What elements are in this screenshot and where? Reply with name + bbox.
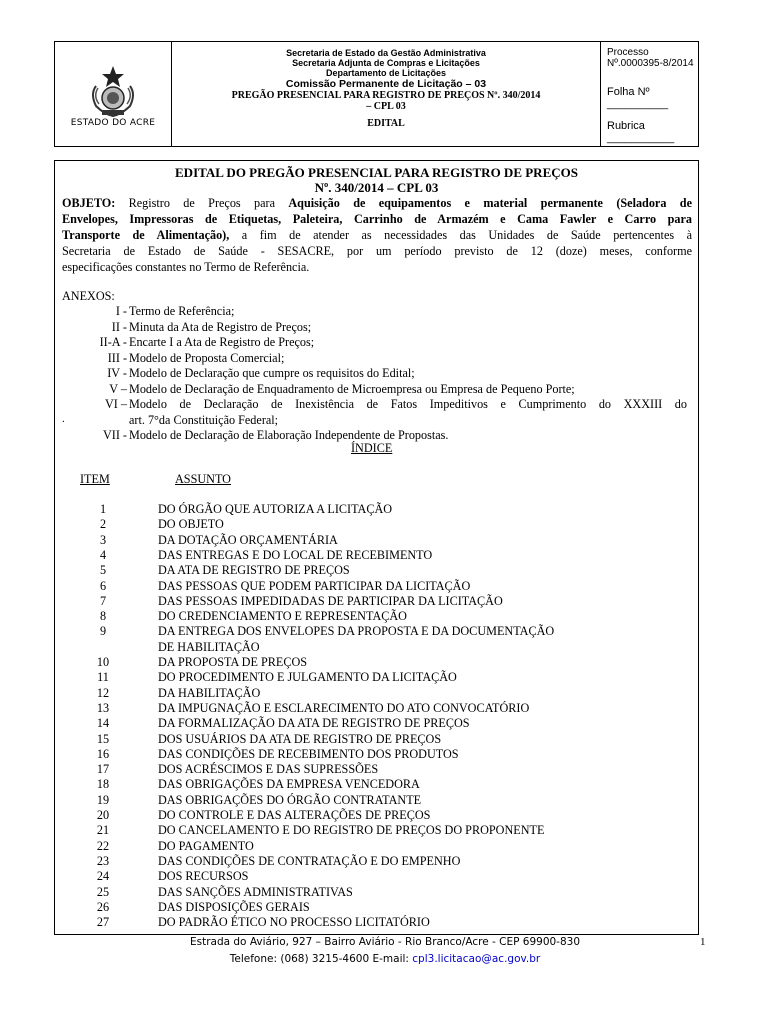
- item-number: 3: [99, 532, 107, 547]
- item-number: 19: [96, 792, 110, 807]
- item-subject: DO PROCEDIMENTO E JULGAMENTO DA LICITAÇÃO: [158, 670, 457, 685]
- header-pregao-line2: – CPL 03: [366, 101, 406, 112]
- document-subtitle: Nº. 340/2014 – CPL 03: [314, 180, 439, 195]
- indice-heading: ÍNDICE: [351, 441, 393, 455]
- item-subject: DA PROPOSTA DE PREÇOS: [158, 655, 308, 669]
- item-number: 2: [99, 517, 107, 532]
- item-number: 18: [96, 777, 110, 792]
- col-item-header: ITEM: [80, 472, 110, 486]
- item-number: 12: [96, 685, 110, 700]
- anexo-number: IV -: [107, 366, 127, 380]
- header-commission: Comissão Permanente de Licitação – 03: [285, 78, 487, 90]
- col-assunto-header: ASSUNTO: [175, 472, 231, 486]
- item-number: 14: [96, 716, 110, 731]
- item-subject: DA ENTREGA DOS ENVELOPES DA PROPOSTA E DA DOCUMENTAÇÃO: [158, 624, 555, 639]
- item-number: 21: [96, 823, 110, 838]
- header-departamento: Departamento de Licitações: [325, 68, 447, 78]
- anexos-label: ANEXOS:: [62, 289, 115, 303]
- item-number: 15: [96, 731, 110, 746]
- objeto-label: OBJETO:: [62, 196, 116, 210]
- item-number: 24: [96, 869, 110, 884]
- item-subject: DO CREDENCIAMENTO E REPRESENTAÇÃO: [158, 609, 407, 624]
- item-subject: DAS ENTREGAS E DO LOCAL DE RECEBIMENTO: [158, 547, 433, 562]
- anexo-text: Modelo de Declaração que cumpre os requisitos do Edital;: [129, 366, 415, 380]
- header-title-cell: [172, 42, 601, 146]
- footer-contact: Telefone: (068) 3215-4600 E-mail: cpl3.licitacao@ac.gov.br: [229, 953, 541, 965]
- item-subject: DO OBJETO: [158, 517, 224, 532]
- item-number: 26: [96, 899, 110, 914]
- item-subject: DAS PESSOAS IMPEDIDADAS DE PARTICIPAR DA LICITAÇÃO: [158, 593, 503, 608]
- processo-number: Processo Nº.0000395-8/2014: [607, 47, 694, 69]
- item-number: 10: [96, 655, 110, 669]
- item-subject: DA IMPUGNAÇÃO E ESCLARECIMENTO DO ATO CONVOCATÓRIO: [158, 700, 530, 715]
- document-title: EDITAL DO PREGÃO PRESENCIAL PARA REGISTRO DE PREÇOS: [175, 165, 578, 180]
- header-pregao-line1: PREGÃO PRESENCIAL PARA REGISTRO DE PREÇOS Nº. 340/2014: [231, 90, 541, 101]
- anexo-number: VII -: [102, 428, 127, 442]
- item-number: 4: [99, 547, 107, 562]
- folha-field: Folha Nº __________: [607, 86, 669, 110]
- footer-email-link[interactable]: cpl3.licitacao@ac.gov.br: [412, 953, 541, 965]
- rubrica-field: Rubrica ___________: [607, 120, 675, 144]
- item-subject: DOS RECURSOS: [158, 869, 249, 884]
- stray-dot: .: [62, 413, 65, 425]
- anexo-text: Modelo de Declaração de Inexistência de Fatos Impeditivos e Cumprimento do XXXIII do: [129, 397, 687, 411]
- item-subject: DAS OBRIGAÇÕES DO ÓRGÃO CONTRATANTE: [158, 792, 422, 807]
- item-subject: DO ÓRGÃO QUE AUTORIZA A LICITAÇÃO: [158, 502, 393, 516]
- document-body: [54, 160, 699, 935]
- anexo-text: Modelo de Declaração de Enquadramento de Microempresa ou Empresa de Pequeno Porte;: [129, 381, 575, 396]
- item-number: 20: [96, 808, 110, 822]
- anexo-number: III -: [107, 350, 127, 365]
- item-number: 23: [96, 853, 110, 868]
- item-number: 9: [99, 624, 107, 639]
- estado-label: ESTADO DO ACRE: [70, 118, 156, 128]
- anexo-text: Modelo de Declaração de Elaboração Independente de Propostas.: [129, 428, 449, 442]
- item-subject: DAS OBRIGAÇÕES DA EMPRESA VENCEDORA: [158, 777, 420, 792]
- item-number: 6: [99, 578, 107, 593]
- item-number: 27: [96, 915, 110, 930]
- item-number: 25: [96, 884, 110, 899]
- page-number: 1: [700, 936, 706, 948]
- anexo-number: V –: [109, 381, 127, 396]
- anexo-text: Modelo de Proposta Comercial;: [129, 350, 285, 365]
- item-number: 11: [97, 670, 109, 685]
- item-number: 1: [99, 502, 107, 516]
- item-number: 13: [96, 700, 110, 715]
- anexo-text: Termo de Referência;: [129, 304, 235, 318]
- item-subject: DAS PESSOAS QUE PODEM PARTICIPAR DA LICITAÇÃO: [158, 578, 471, 593]
- item-number: 8: [99, 609, 107, 624]
- item-number: 16: [96, 746, 110, 761]
- item-subject: DA ATA DE REGISTRO DE PREÇOS: [158, 563, 350, 578]
- item-subject: DOS USUÁRIOS DA ATA DE REGISTRO DE PREÇOS: [158, 731, 442, 746]
- anexo-number: VI –: [104, 397, 127, 411]
- item-subject: DO PADRÃO ÉTICO NO PROCESSO LICITATÓRIO: [158, 915, 430, 930]
- item-subject: DA HABILITAÇÃO: [158, 685, 261, 700]
- item-subject: DA FORMALIZAÇÃO DA ATA DE REGISTRO DE PREÇOS: [158, 716, 470, 731]
- item-number: 7: [99, 593, 107, 608]
- item-number: 22: [96, 838, 110, 853]
- item-subject: DO CANCELAMENTO E DO REGISTRO DE PREÇOS DO PROPONENTE: [158, 823, 545, 838]
- item-subject: DAS SANÇÕES ADMINISTRATIVAS: [158, 884, 353, 899]
- anexo-text: art. 7°da Constituição Federal;: [129, 412, 279, 427]
- header-secretaria: Secretaria de Estado da Gestão Administrativa: [286, 48, 486, 58]
- item-subject: DO CONTROLE E DAS ALTERAÇÕES DE PREÇOS: [158, 808, 431, 822]
- acre-coat-of-arms-icon: [88, 64, 138, 120]
- anexo-number: I -: [115, 304, 127, 318]
- item-subject: DO PAGAMENTO: [158, 838, 254, 853]
- item-subject: DAS DISPOSIÇÕES GERAIS: [158, 899, 310, 914]
- header-logo-cell: [55, 42, 172, 146]
- anexo-number: II-A -: [99, 335, 127, 349]
- item-subject: DAS CONDIÇÕES DE RECEBIMENTO DOS PRODUTOS: [158, 746, 459, 761]
- header-edital: EDITAL: [367, 118, 405, 129]
- objeto-paragraph: OBJETO: Registro de Preços para Aquisição de equipamentos e material permanente (Seladora de Envelopes, Impressoras de Etiquetas, Paleteira, Carrinho de Armazém e Cama Fawler e Carro para Transporte de Alimentação), a fim de atender as necessidades das Unidades de Saúde pertencentes à Secretaria de Estado de Saúde - SESACRE, por um período previsto de 12 (doze) meses, conforme especificações constantes no Termo de Referência.: [62, 196, 693, 274]
- anexo-text: Minuta da Ata de Registro de Preços;: [129, 319, 312, 334]
- item-subject: DE HABILITAÇÃO: [158, 639, 260, 654]
- header-secretaria-adjunta: Secretaria Adjunta de Compras e Licitações: [292, 58, 480, 68]
- item-subject: DAS CONDIÇÕES DE CONTRATAÇÃO E DO EMPENHO: [158, 853, 461, 868]
- anexo-number: II -: [111, 319, 127, 334]
- item-number: 5: [99, 563, 107, 578]
- item-subject: DA DOTAÇÃO ORÇAMENTÁRIA: [158, 532, 338, 547]
- header-process-cell: [601, 42, 698, 146]
- document-header: [54, 41, 699, 147]
- item-subject: DOS ACRÉSCIMOS E DAS SUPRESSÕES: [158, 762, 379, 777]
- item-number: 17: [96, 762, 110, 777]
- anexo-text: Encarte I a Ata de Registro de Preços;: [129, 335, 315, 349]
- footer-address: Estrada do Aviário, 927 – Bairro Aviário - Rio Branco/Acre - CEP 69900-830: [189, 936, 581, 948]
